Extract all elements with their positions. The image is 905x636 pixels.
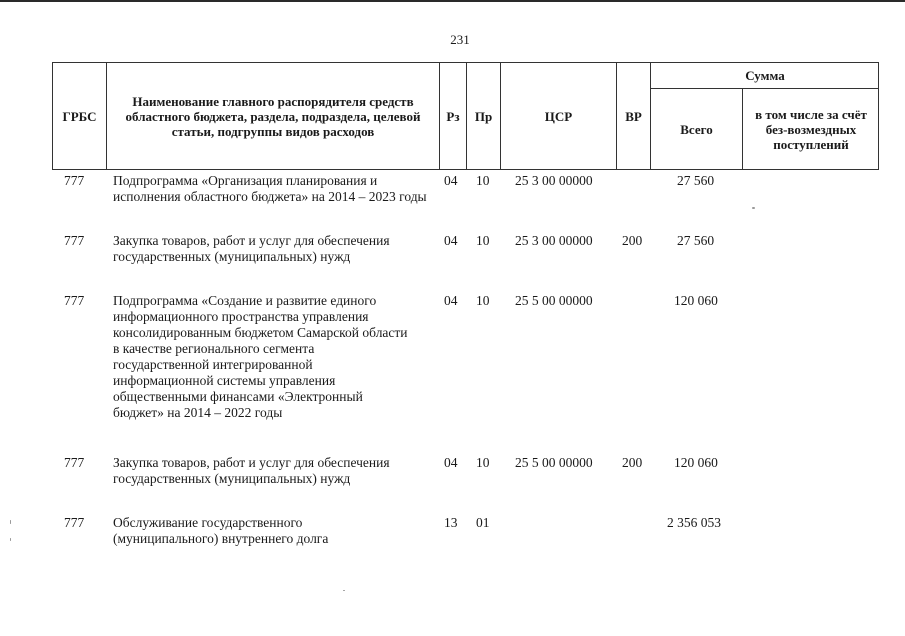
- cell-csr: 25 5 00 00000: [515, 455, 593, 470]
- cell-total: 2 356 053: [667, 515, 721, 530]
- header-name: Наименование главного распорядителя средств областного бюджета, раздела, подраздела, целевой статьи, подгруппы видов расходов: [125, 93, 421, 139]
- cell-name: Подпрограмма «Организация планирования и исполнения областного бюджета» на 2014 – 2023 годы: [113, 173, 427, 204]
- cell-total: 27 560: [677, 233, 715, 248]
- page-number: 231: [450, 32, 470, 47]
- cell-total: 120 060: [674, 455, 718, 470]
- cell-total: 27 560: [677, 173, 715, 188]
- cell-name: Обслуживание государственного (муниципального) внутреннего долга: [113, 515, 329, 546]
- cell-pr: 10: [476, 455, 490, 470]
- cell-pr: 10: [476, 173, 490, 188]
- cell-rz: 04: [444, 173, 458, 188]
- header-csr: ЦСР: [544, 108, 573, 124]
- cell-name: Подпрограмма «Создание и развитие единого информационного пространства управления консолидированным бюджетом Самарской области в качестве регионального сегмента государственной интегрированной информационной системы управления общественными финансами «Электронный бюджет» на 2014 – 2022 годы: [113, 293, 408, 420]
- cell-name: Закупка товаров, работ и услуг для обеспечения государственных (муниципальных) нужд: [113, 455, 390, 486]
- header-grants: в том числе за счёт без-возмездных поступлений: [755, 107, 867, 152]
- cell-grbs: 777: [64, 233, 85, 248]
- cell-grbs: 777: [64, 293, 85, 308]
- cell-rz: 04: [444, 455, 458, 470]
- scan-speck: [752, 207, 755, 209]
- cell-rz: 13: [444, 515, 458, 530]
- header-sum: Сумма: [745, 67, 785, 83]
- header-vr: ВР: [625, 108, 642, 124]
- scan-speck: [10, 520, 11, 524]
- header-pr: Пр: [474, 108, 493, 124]
- header-divider: [106, 62, 107, 170]
- cell-vr: 200: [622, 455, 643, 470]
- cell-pr: 10: [476, 293, 490, 308]
- cell-rz: 04: [444, 293, 458, 308]
- scan-speck: [343, 590, 345, 591]
- cell-pr: 01: [476, 515, 490, 530]
- cell-grbs: 777: [64, 515, 85, 530]
- top-rule: [0, 0, 905, 2]
- cell-grbs: 777: [64, 455, 85, 470]
- cell-name: Закупка товаров, работ и услуг для обеспечения государственных (муниципальных) нужд: [113, 233, 390, 264]
- cell-total: 120 060: [674, 293, 718, 308]
- cell-rz: 04: [444, 233, 458, 248]
- cell-csr: 25 5 00 00000: [515, 293, 593, 308]
- header-total: Всего: [680, 122, 713, 137]
- cell-pr: 10: [476, 233, 490, 248]
- header-rz: Рз: [446, 108, 460, 124]
- cell-grbs: 777: [64, 173, 85, 188]
- scan-speck: [10, 538, 11, 541]
- cell-csr: 25 3 00 00000: [515, 173, 593, 188]
- cell-vr: 200: [622, 233, 643, 248]
- cell-csr: 25 3 00 00000: [515, 233, 593, 248]
- header-grbs: ГРБС: [62, 108, 97, 124]
